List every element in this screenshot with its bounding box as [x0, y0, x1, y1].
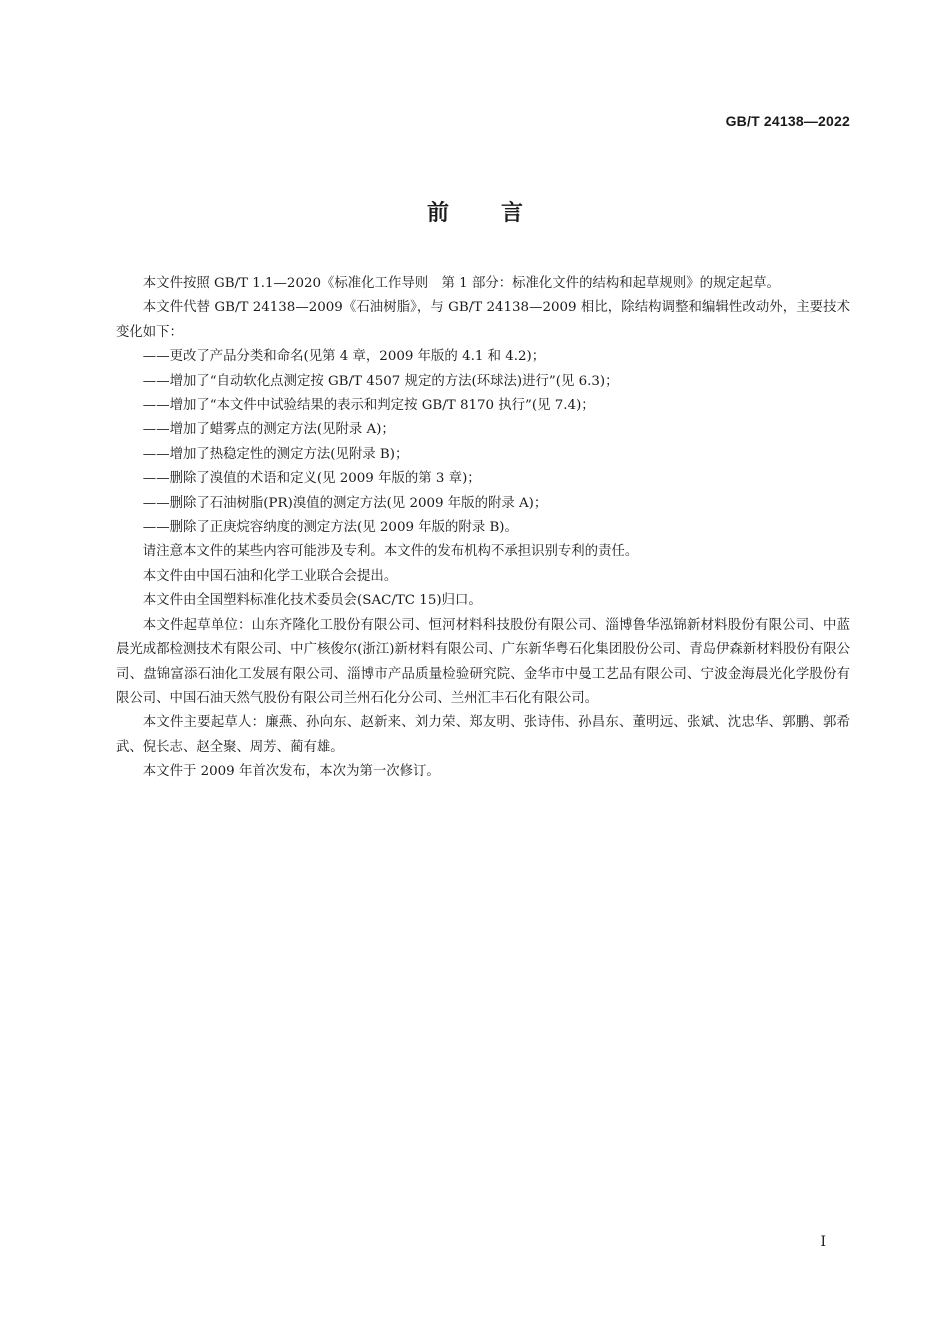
page-number: I	[820, 1234, 826, 1250]
change-item: ——删除了溴值的术语和定义(见 2009 年版的第 3 章)；	[142, 471, 481, 487]
change-item: ——增加了蜡雾点的测定方法(见附录 A)；	[142, 422, 395, 438]
change-item: ——增加了“自动软化点测定按 GB/T 4507 规定的方法(环球法)进行”(见 6.3)；	[142, 373, 619, 389]
preface-body	[116, 272, 850, 785]
change-item: ——增加了“本文件中试验结果的表示和判定按 GB/T 8170 执行”(见 7.4)；	[142, 398, 595, 414]
paragraph-drafting-rules: 本文件按照 GB/T 1.1—2020《标准化工作导则 第 1 部分：标准化文件的结构和起草规则》的规定起草。	[142, 276, 780, 291]
standard-code: GB/T 24138—2022	[725, 113, 850, 129]
change-item: ——更改了产品分类和命名(见第 4 章，2009 年版的 4.1 和 4.2)；	[142, 349, 546, 365]
paragraph-drafting-units: 本文件起草单位：山东齐隆化工股份有限公司、恒河材料科技股份有限公司、淄博鲁华泓锦新材料股份有限公司、中蓝晨光成都检测技术有限公司、中广核俊尔(浙江)新材料有限公司、广东新华粤石化集团股份公司、青岛伊森新材料股份有限公司、盘锦富添石油化工发展有限公司、淄博市产品质量检验研究院、金华市中曼工艺品有限公司、宁波金海晨光化学股份有限公司、中国石油天然气股份有限公司兰州石化分公司、兰州汇丰石化有限公司。	[116, 617, 850, 706]
paragraph-replaces: 本文件代替 GB/T 24138—2009《石油树脂》，与 GB/T 24138—2009 相比，除结构调整和编辑性改动外，主要技术变化如下：	[116, 300, 850, 340]
paragraph-patent-notice: 请注意本文件的某些内容可能涉及专利。本文件的发布机构不承担识别专利的责任。	[142, 544, 639, 560]
paragraph-proposed-by: 本文件由中国石油和化学工业联合会提出。	[142, 568, 398, 584]
paragraph-drafters: 本文件主要起草人：廉燕、孙向东、赵新来、刘力荣、郑友明、张诗伟、孙昌东、董明远、张斌、沈忠华、郭鹏、郭希武、倪长志、赵全聚、周芳、蔺有雄。	[116, 715, 850, 755]
paragraph-history: 本文件于 2009 年首次发布，本次为第一次修订。	[142, 764, 440, 780]
paragraph-under-jurisdiction: 本文件由全国塑料标准化技术委员会(SAC/TC 15)归口。	[142, 593, 482, 609]
change-item: ——增加了热稳定性的测定方法(见附录 B)；	[142, 446, 409, 462]
page-title: 前言	[426, 201, 575, 226]
change-item: ——删除了正庚烷容纳度的测定方法(见 2009 年版的附录 B)。	[142, 520, 518, 536]
change-item: ——删除了石油树脂(PR)溴值的测定方法(见 2009 年版的附录 A)；	[142, 495, 548, 511]
